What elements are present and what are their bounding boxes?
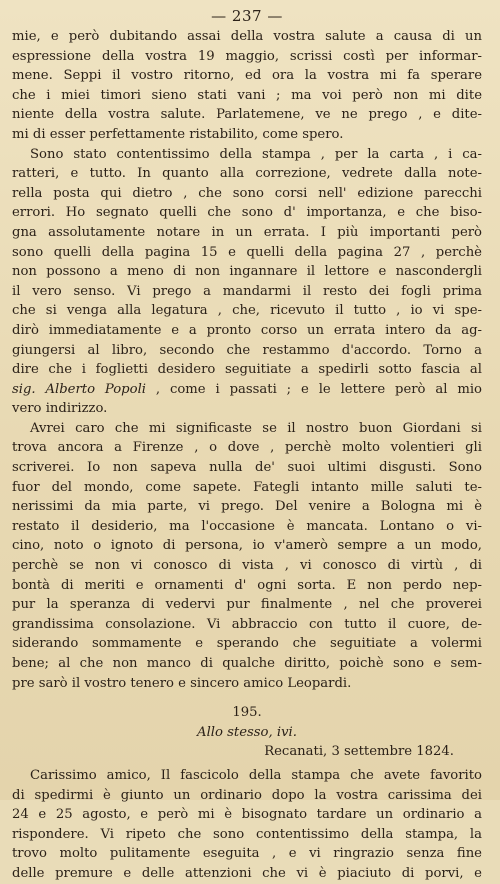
text-line: cino, noto o ignoto di persona, io v'amerò sempre a un modo,	[12, 538, 482, 554]
text-line: mi di esser perfettamente ristabilito, come spero.	[12, 126, 344, 142]
spacer	[12, 693, 482, 703]
text-line: mie, e però dubitando assai della vostra salute a causa di un	[12, 29, 482, 44]
text-line: bene; al che non manco di qualche diritto, poichè sono e sem-	[12, 656, 482, 671]
text-line: Sono stato contentissimo della stampa , per la carta , i ca-	[30, 146, 482, 162]
text-line: giungersi al libro, secondo che restammo d'accordo. Torno a	[12, 342, 482, 358]
page-number: — 237 —	[211, 7, 283, 25]
text-line: rispondere. Vi ripeto che sono contentissimo della stampa, la	[12, 826, 482, 842]
text-line: di spedirmi è giunto un ordinario dopo la vostra carissima dei	[12, 787, 482, 803]
paragraph-2	[12, 145, 482, 419]
text-line-address	[12, 380, 482, 400]
text-line: fuor del mondo, come sapete. Fategli intanto mille saluti te-	[12, 479, 482, 495]
text-line: vero indirizzo.	[12, 401, 108, 417]
text-line: errori. Ho segnato quelli che sono d' importanza, e che biso-	[12, 205, 482, 221]
letter-place-date: Recanati, 3 settembre 1824.	[264, 744, 454, 760]
text-line: delle premure e delle attenzioni che vi è piaciuto di porvi, e	[12, 865, 482, 881]
text-line: dirò immediatamente e a pronto corso un errata intero da ag-	[12, 322, 482, 338]
text-line: trovo molto pulitamente eseguita , e vi ringrazio senza fine	[12, 846, 482, 862]
text-line: bontà di meriti e ornamenti d' ogni sorta. E non perdo nep-	[12, 577, 482, 593]
text-line: che si venga alla legatura , che, ricevuto il tutto , io vi spe-	[12, 303, 482, 319]
text-line: pre sarò il vostro tenero e sincero amico Leopardi.	[12, 675, 352, 691]
text-line: sono quelli della pagina 15 e quelli della pagina 27 , perchè	[12, 244, 482, 260]
text-line: niente della vostra salute. Parlatemene, ve ne prego , e dite-	[12, 107, 482, 123]
text-line: non possono a meno di non ingannare il lettore e nascondergli	[12, 264, 482, 280]
text-line: perchè se non vi conosco di vista , vi conosco di virtù , di	[12, 558, 482, 574]
text-line: restato il desiderio, ma l'occasione è mancata. Lontano o vi-	[12, 518, 482, 534]
text-line: il vero senso. Vi prego a mandarmi il resto dei fogli prima	[12, 283, 482, 299]
text-line: 24 e 25 agosto, e però mi è bisognato tardare un ordinario a	[12, 807, 482, 823]
letter-heading: Allo stesso, ivi.	[197, 724, 297, 740]
text-line: nerissimi da mia parte, vi prego. Del venire a Bologna mi è	[12, 499, 482, 515]
text-line: grandissima consolazione. Vi abbraccio con tutto il cuore, de-	[12, 616, 482, 632]
text-line: dire che i foglietti desidero seguitiate a spedirli sotto fascia al	[12, 362, 482, 378]
text-line: che i miei timori sieno stati vani ; ma voi però non mi dite	[12, 87, 482, 103]
text-line: siderando sommamente e sperando che seguitiate a volermi	[12, 636, 482, 652]
text-line: gna assolutamente notare in un errata. I più importanti però	[12, 224, 482, 240]
text-line: pur la speranza di vedervi pur finalmente , nel che proverei	[12, 597, 482, 613]
text-line: trova ancora a Firenze , o dove , perchè molto volentieri gli	[12, 440, 482, 456]
italic-address: sig. Alberto Popoli	[12, 381, 147, 397]
text-line: Avrei caro che mi significaste se il nostro buon Giordani si	[30, 420, 482, 436]
text-line: mene. Seppi il vostro ritorno, ed ora la vostra mi fa sperare	[12, 68, 482, 84]
paragraph-final	[12, 766, 482, 884]
text-line: rella posta qui dietro , che sono corsi nell' edizione parecchi	[12, 185, 482, 201]
paragraph-1	[12, 27, 482, 145]
paragraph-3	[12, 419, 482, 693]
letter-number: 195.	[232, 705, 262, 721]
address-suffix: , come i passati ; e le lettere però al mio	[155, 381, 482, 397]
text-line: espressione della vostra 19 maggio, scrissi costì per informar-	[12, 48, 482, 64]
text-line: Carissimo amico, Il fascicolo della stampa che avete favorito	[30, 767, 482, 783]
text-line: ratteri, e tutto. In quanto alla correzione, vedrete dalla note-	[12, 166, 482, 182]
text-line: scriverei. Io non sapeva nulla de' suoi ultimi disgusti. Sono	[12, 460, 482, 476]
